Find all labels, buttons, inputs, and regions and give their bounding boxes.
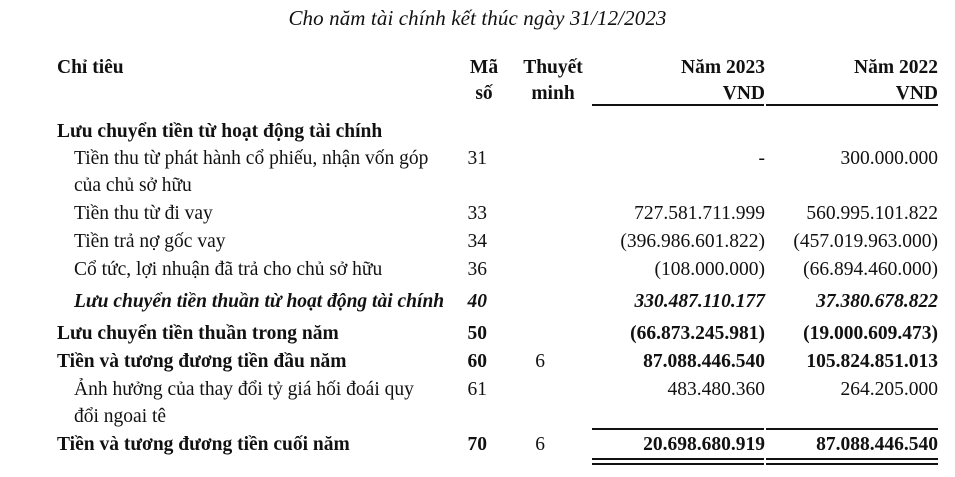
column-header-year2023-currency: VND xyxy=(722,83,765,104)
column-header-code-line1: Mã xyxy=(469,57,499,78)
row-value-2023: 20.698.680.919 xyxy=(643,434,765,455)
row-label: Tiền thu từ phát hành cổ phiếu, nhận vốn góp xyxy=(74,148,429,169)
table-row-total xyxy=(0,431,955,458)
row-value-2022: 105.824.851.013 xyxy=(806,351,938,372)
table-row xyxy=(0,228,955,255)
total-rule-bottom-year2022-upper xyxy=(766,458,938,460)
row-code: 50 xyxy=(467,323,487,344)
column-header-note-line1: Thuyết xyxy=(523,57,583,78)
row-label: Ảnh hưởng của thay đổi tỷ giá hối đoái quy xyxy=(74,379,414,400)
total-rule-bottom-year2023-upper xyxy=(592,458,764,460)
row-label: Cổ tức, lợi nhuận đã trả cho chủ sở hữu xyxy=(74,259,383,280)
column-header-code-line2: số xyxy=(475,83,493,104)
row-label: Tiền và tương đương tiền cuối năm xyxy=(57,434,350,455)
row-code: 33 xyxy=(467,203,487,224)
row-value-2023: (396.986.601.822) xyxy=(620,231,765,252)
table-row xyxy=(0,145,955,172)
row-value-2023: (108.000.000) xyxy=(654,259,765,280)
row-value-2022: 87.088.446.540 xyxy=(816,434,938,455)
row-value-2023: 330.487.110.177 xyxy=(634,291,765,312)
row-label: Lưu chuyển tiền từ hoạt động tài chính xyxy=(57,121,383,142)
row-code: 31 xyxy=(467,148,487,169)
row-value-2022: 264.205.000 xyxy=(840,379,938,400)
row-value-2022: 560.995.101.822 xyxy=(806,203,938,224)
row-value-2022: (19.000.609.473) xyxy=(803,323,938,344)
row-label: Tiền thu từ đi vay xyxy=(74,203,213,224)
table-row xyxy=(0,348,955,375)
total-rule-bottom-year2022-lower xyxy=(766,463,938,465)
row-label-continuation: của chủ sở hữu xyxy=(74,175,192,196)
row-value-2022: 300.000.000 xyxy=(840,148,938,169)
header-rule-year2022 xyxy=(766,104,938,106)
row-value-2023: 727.581.711.999 xyxy=(634,203,765,224)
row-label-continuation: đổi ngoai tê xyxy=(74,406,167,427)
row-label: Lưu chuyển tiền thuần trong năm xyxy=(57,323,339,344)
header-rule-year2023 xyxy=(592,104,764,106)
row-code: 40 xyxy=(467,291,487,312)
column-header-note-line2: minh xyxy=(531,83,575,104)
column-header-year2023: Năm 2023 xyxy=(681,57,765,78)
table-row xyxy=(0,118,955,145)
total-rule-top-year2023 xyxy=(592,428,764,430)
row-value-2023: 87.088.446.540 xyxy=(643,351,765,372)
table-row xyxy=(0,320,955,347)
table-row xyxy=(0,200,955,227)
row-code: 70 xyxy=(467,434,487,455)
row-value-2023: (66.873.245.981) xyxy=(630,323,765,344)
table-row xyxy=(0,256,955,283)
table-row xyxy=(0,376,955,403)
row-note: 6 xyxy=(535,351,545,372)
column-header-year2022-currency: VND xyxy=(895,83,938,104)
row-label: Tiền và tương đương tiền đầu năm xyxy=(57,351,347,372)
row-code: 34 xyxy=(467,231,487,252)
table-row xyxy=(0,288,955,315)
row-code: 36 xyxy=(467,259,487,280)
row-value-2022: 37.380.678.822 xyxy=(816,291,938,312)
row-value-2023: 483.480.360 xyxy=(667,379,765,400)
row-label: Tiền trả nợ gốc vay xyxy=(74,231,226,252)
row-value-2022: (66.894.460.000) xyxy=(803,259,938,280)
row-label: Lưu chuyển tiền thuần từ hoạt động tài chính xyxy=(74,291,445,312)
column-header-label: Chỉ tiêu xyxy=(57,57,124,78)
row-value-2022: (457.019.963.000) xyxy=(793,231,938,252)
row-code: 60 xyxy=(467,351,487,372)
total-rule-top-year2022 xyxy=(766,428,938,430)
total-rule-bottom-year2023-lower xyxy=(592,463,764,465)
row-note: 6 xyxy=(535,434,545,455)
column-header-year2022: Năm 2022 xyxy=(854,57,938,78)
row-code: 61 xyxy=(467,379,487,400)
row-value-2023: - xyxy=(758,148,765,169)
page-title: Cho năm tài chính kết thúc ngày 31/12/2023 xyxy=(288,6,667,30)
